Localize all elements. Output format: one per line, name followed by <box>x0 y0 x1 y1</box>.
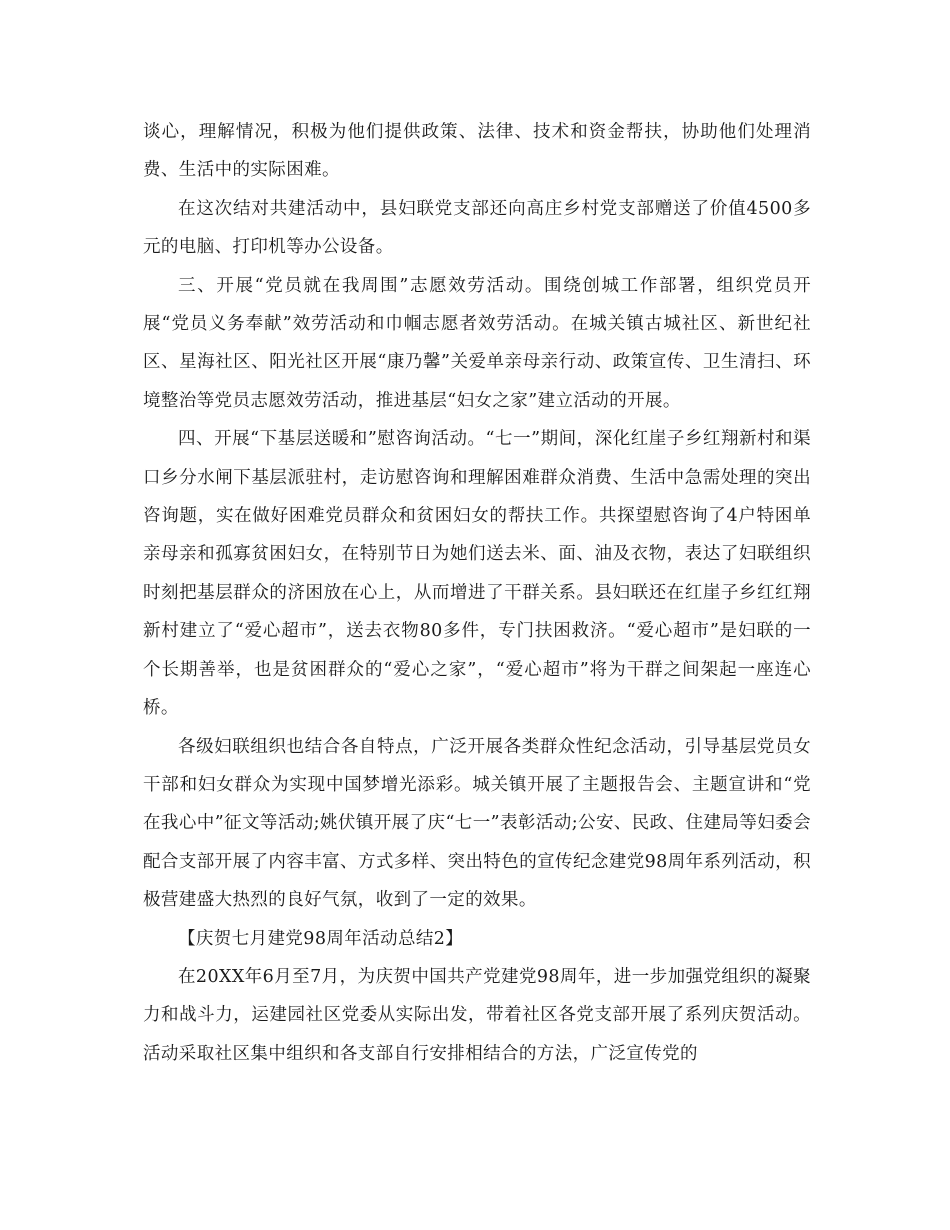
paragraph-6: 在20XX年6月至7月，为庆贺中国共产党建党98周年，进一步加强党组织的凝聚力和战斗力，运建园社区党委从实际出发，带着社区各党支部开展了系列庆贺活动。活动采取社区集中组织和各支部自行安排相结合的方法，广泛宣传党的 <box>143 966 811 1064</box>
document-body <box>143 113 811 1073</box>
section-heading: 【庆贺七月建党98周年活动总结2】 <box>178 928 464 949</box>
paragraph-4: 四、开展“下基层送暖和”慰咨询活动。“七一”期间，深化红崖子乡红翔新村和渠口乡分水闸下基层派驻村，走访慰咨询和理解困难群众消费、生活中急需处理的突出咨询题，实在做好困难党员群众和贫困妇女的帮扶工作。共探望慰咨询了4户特困单亲母亲和孤寡贫困妇女，在特别节日为她们送去米、面、油及衣物，表达了妇联组织时刻把基层群众的济困放在心上，从而增进了干群关系。县妇联还在红崖子乡红红翔新村建立了“爱心超市”，送去衣物80多件，专门扶困救济。“爱心超市”是妇联的一个长期善举，也是贫困群众的“爱心之家”，“爱心超市”将为干群之间架起一座连心桥。 <box>143 429 811 719</box>
paragraph-5: 各级妇联组织也结合各自特点，广泛开展各类群众性纪念活动，引导基层党员女干部和妇女群众为实现中国梦增光添彩。城关镇开展了主题报告会、主题宣讲和“党在我心中”征文等活动;姚伏镇开展了庆“七一”表彰活动;公安、民政、住建局等妇委会配合支部开展了内容丰富、方式多样、突出特色的宣传纪念建党98周年系列活动，积极营建盛大热烈的良好气氛，收到了一定的效果。 <box>143 736 811 911</box>
paragraph-3: 三、开展“党员就在我周围”志愿效劳活动。围绕创城工作部署，组织党员开展“党员义务奉献”效劳活动和巾帼志愿者效劳活动。在城关镇古城社区、新世纪社区、星海社区、阳光社区开展“康乃馨”关爱单亲母亲行动、政策宣传、卫生清扫、环境整治等党员志愿效劳活动，推进基层“妇女之家”建立活动的开展。 <box>143 275 811 411</box>
paragraph-2: 在这次结对共建活动中，县妇联党支部还向高庄乡村党支部赠送了价值4500多元的电脑、打印机等办公设备。 <box>143 198 811 258</box>
paragraph-1: 谈心，理解情况，积极为他们提供政策、法律、技术和资金帮扶，协助他们处理消费、生活中的实际困难。 <box>143 122 811 181</box>
